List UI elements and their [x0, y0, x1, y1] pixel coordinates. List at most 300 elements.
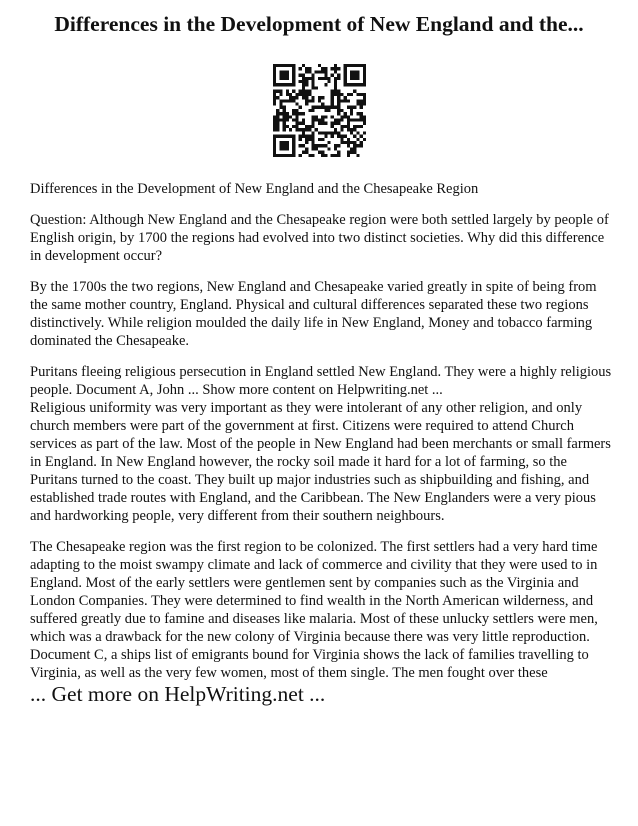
qr-module: [350, 128, 353, 131]
qr-module: [321, 154, 324, 157]
qr-module: [292, 119, 295, 122]
qr-module: [331, 90, 334, 93]
qr-module: [356, 125, 359, 128]
qr-module: [334, 128, 337, 131]
qr-module: [331, 154, 334, 157]
qr-module: [337, 90, 340, 93]
qr-module: [302, 64, 305, 67]
qr-module: [334, 77, 337, 80]
qr-module: [337, 135, 340, 138]
qr-module: [324, 109, 327, 112]
qr-module: [337, 131, 340, 134]
qr-module: [356, 138, 359, 141]
qr-module: [283, 125, 286, 128]
qr-module: [321, 67, 324, 70]
qr-module: [347, 141, 350, 144]
qr-module: [334, 90, 337, 93]
qr-module: [305, 151, 308, 154]
qr-module: [302, 77, 305, 80]
qr-module: [337, 151, 340, 154]
qr-module: [347, 128, 350, 131]
qr-module: [299, 138, 302, 141]
qr-module: [308, 128, 311, 131]
qr-module: [289, 115, 292, 118]
qr-module: [347, 154, 350, 157]
qr-module: [318, 151, 321, 154]
qr-module: [324, 70, 327, 73]
qr-module: [318, 144, 321, 147]
qr-module: [328, 106, 331, 109]
qr-module: [318, 119, 321, 122]
qr-module: [305, 70, 308, 73]
qr-module: [347, 93, 350, 96]
qr-module: [363, 96, 366, 99]
paragraph-subtitle: Differences in the Development of New England and the Chesapeake Region: [30, 181, 479, 197]
qr-module: [279, 119, 282, 122]
qr-module: [347, 122, 350, 125]
qr-module: [337, 106, 340, 109]
qr-module: [311, 138, 314, 141]
qr-module: [347, 115, 350, 118]
qr-module: [276, 90, 279, 93]
qr-module: [276, 128, 279, 131]
paragraph-religious-uniformity: Religious uniformity was very important as they were intolerant of any other religion, and only church members were part of the government at first. Citizens were required to attend Church services as part of the law. Most of the people in New England had been merchants or small farmers in England. In New England however, the rocky soil made it hard for a lot of farming, so the Puritans turned to the coast. They built up major industries such as shipbuilding and fishing, and established trade routes with England, and the Caribbean. The New Englanders were a very pious and hardworking people, very different from their southern neighbours.: [30, 400, 611, 524]
qr-module: [273, 125, 276, 128]
qr-module: [334, 106, 337, 109]
qr-module: [321, 70, 324, 73]
qr-module: [360, 141, 363, 144]
paragraph-intro: By the 1700s the two regions, New England and Chesapeake varied greatly in spite of being from the same mother country, England. Physical and cultural differences separated these two regions distinctively. While religion moulded the daily life in New England, Money and tobacco farming dominated the Chesapeake.: [30, 279, 597, 349]
qr-module: [334, 83, 337, 86]
qr-module: [311, 74, 314, 77]
qr-module: [324, 74, 327, 77]
qr-module: [356, 131, 359, 134]
qr-module: [350, 106, 353, 109]
qr-module: [295, 125, 298, 128]
qr-module: [299, 67, 302, 70]
qr-module: [315, 86, 318, 89]
paragraph-puritans: Puritans fleeing religious persecution in England settled New England. They were a highly religious people. Document A, John ... Show more content on Helpwriting.net ...: [30, 364, 612, 398]
qr-module: [340, 99, 343, 102]
qr-module: [363, 93, 366, 96]
qr-module: [311, 106, 314, 109]
qr-module: [337, 112, 340, 115]
qr-module: [340, 109, 343, 112]
qr-module: [331, 106, 334, 109]
qr-module: [308, 125, 311, 128]
qr-module: [363, 99, 366, 102]
qr-module: [363, 115, 366, 118]
qr-module: [292, 99, 295, 102]
qr-module: [283, 122, 286, 125]
qr-module: [324, 83, 327, 86]
qr-module: [340, 125, 343, 128]
qr-module: [305, 90, 308, 93]
qr-module: [334, 122, 337, 125]
qr-module: [302, 144, 305, 147]
qr-module: [279, 112, 282, 115]
qr-module: [299, 154, 302, 157]
qr-module: [305, 138, 308, 141]
qr-module: [324, 122, 327, 125]
qr-module: [356, 112, 359, 115]
qr-module: [305, 77, 308, 80]
qr-module: [308, 99, 311, 102]
qr-module: [334, 144, 337, 147]
qr-module: [318, 64, 321, 67]
qr-module: [353, 147, 356, 150]
qr-module: [344, 112, 347, 115]
qr-module: [295, 109, 298, 112]
qr-module: [295, 96, 298, 99]
qr-module: [337, 93, 340, 96]
qr-module: [318, 77, 321, 80]
qr-module: [353, 141, 356, 144]
qr-finder-center: [350, 70, 360, 80]
qr-module: [295, 128, 298, 131]
qr-module: [344, 125, 347, 128]
qr-module: [328, 131, 331, 134]
qr-module: [311, 122, 314, 125]
qr-module: [299, 80, 302, 83]
qr-module: [302, 93, 305, 96]
qr-module: [340, 135, 343, 138]
qr-module: [337, 109, 340, 112]
qr-module: [302, 128, 305, 131]
qr-module: [302, 74, 305, 77]
qr-module: [283, 119, 286, 122]
qr-module: [273, 115, 276, 118]
qr-module: [305, 102, 308, 105]
qr-module: [305, 67, 308, 70]
qr-module: [286, 99, 289, 102]
qr-module: [334, 80, 337, 83]
qr-module: [315, 70, 318, 73]
qr-module: [340, 138, 343, 141]
qr-module: [363, 122, 366, 125]
qr-module: [331, 67, 334, 70]
qr-module: [331, 74, 334, 77]
qr-module: [299, 128, 302, 131]
qr-module: [292, 125, 295, 128]
qr-module: [299, 74, 302, 77]
qr-module: [360, 125, 363, 128]
qr-module: [311, 86, 314, 89]
qr-module: [302, 112, 305, 115]
qr-module: [305, 93, 308, 96]
qr-module: [334, 86, 337, 89]
qr-module: [311, 96, 314, 99]
qr-module: [276, 96, 279, 99]
qr-module: [283, 128, 286, 131]
qr-module: [331, 93, 334, 96]
qr-module: [344, 141, 347, 144]
qr-module: [302, 90, 305, 93]
qr-module: [276, 125, 279, 128]
qr-module: [328, 109, 331, 112]
get-more-link-text: ... Get more on HelpWriting.net ...: [30, 682, 326, 706]
qr-module: [283, 115, 286, 118]
qr-module: [279, 99, 282, 102]
qr-finder-center: [279, 141, 289, 151]
qr-module: [302, 151, 305, 154]
qr-module: [311, 77, 314, 80]
qr-module: [363, 102, 366, 105]
qr-module: [318, 99, 321, 102]
qr-module: [360, 135, 363, 138]
qr-module: [347, 106, 350, 109]
qr-module: [340, 93, 343, 96]
qr-module: [334, 70, 337, 73]
qr-module: [360, 144, 363, 147]
qr-module: [286, 112, 289, 115]
qr-module: [311, 83, 314, 86]
document-title: Differences in the Development of New England and the...: [54, 12, 584, 36]
qr-module: [279, 106, 282, 109]
qr-module: [324, 131, 327, 134]
qr-module: [292, 90, 295, 93]
qr-module: [363, 119, 366, 122]
qr-module: [315, 115, 318, 118]
qr-module: [308, 67, 311, 70]
qr-module: [315, 119, 318, 122]
qr-module: [334, 67, 337, 70]
qr-module: [289, 128, 292, 131]
qr-module: [321, 77, 324, 80]
qr-module: [311, 141, 314, 144]
qr-module: [353, 135, 356, 138]
qr-module: [283, 109, 286, 112]
qr-module: [299, 93, 302, 96]
qr-module: [305, 99, 308, 102]
qr-module: [279, 102, 282, 105]
qr-module: [321, 115, 324, 118]
qr-module: [276, 115, 279, 118]
qr-module: [328, 141, 331, 144]
qr-module: [273, 122, 276, 125]
qr-module: [356, 93, 359, 96]
qr-module: [363, 138, 366, 141]
qr-module: [347, 99, 350, 102]
qr-module: [276, 119, 279, 122]
qr-module: [321, 106, 324, 109]
qr-module: [302, 119, 305, 122]
qr-module: [299, 135, 302, 138]
qr-module: [315, 147, 318, 150]
qr-module: [292, 96, 295, 99]
qr-module: [347, 144, 350, 147]
qr-module: [273, 128, 276, 131]
qr-module: [273, 99, 276, 102]
qr-module: [295, 122, 298, 125]
qr-module: [350, 93, 353, 96]
qr-module: [324, 115, 327, 118]
qr-module: [305, 83, 308, 86]
qr-module: [318, 96, 321, 99]
qr-module: [321, 144, 324, 147]
qr-module: [308, 135, 311, 138]
qr-module: [337, 96, 340, 99]
qr-module: [318, 122, 321, 125]
qr-module: [337, 144, 340, 147]
qr-module: [302, 135, 305, 138]
qr-module: [334, 147, 337, 150]
qr-module: [292, 112, 295, 115]
qr-module: [353, 151, 356, 154]
qr-module: [305, 128, 308, 131]
qr-module: [347, 119, 350, 122]
qr-module: [315, 128, 318, 131]
qr-module: [356, 99, 359, 102]
qr-module: [331, 125, 334, 128]
qr-module: [340, 141, 343, 144]
qr-module: [311, 147, 314, 150]
qr-module: [302, 83, 305, 86]
qr-module: [302, 80, 305, 83]
qr-module: [331, 96, 334, 99]
qr-module: [273, 96, 276, 99]
qr-module: [360, 106, 363, 109]
qr-module: [273, 93, 276, 96]
qr-module: [334, 64, 337, 67]
qr-module: [308, 70, 311, 73]
qr-module: [334, 131, 337, 134]
qr-module: [356, 102, 359, 105]
qr-module: [360, 115, 363, 118]
document-body: [30, 180, 612, 695]
qr-module: [295, 102, 298, 105]
qr-module: [340, 115, 343, 118]
qr-module: [337, 77, 340, 80]
qr-module: [360, 102, 363, 105]
qr-module: [276, 122, 279, 125]
qr-module: [334, 93, 337, 96]
qr-finder-center: [279, 70, 289, 80]
qr-module: [347, 138, 350, 141]
qr-module: [334, 119, 337, 122]
paragraph-chesapeake: The Chesapeake region was the first region to be colonized. The first settlers had a very hard time adapting to the moist swampy climate and lack of commerce and civility that they were used to in England. Most of the early settlers were gentlemen sent by companies such as the Virginia and London Companies. They were determined to find wealth in the North American wilderness, and suffered greatly due to famine and diseases like malaria. Most of these unlucky settlers were men, which was a drawback for the new colony of Virginia because there was very little reproduction. Document C, a ships list of emigrants bound for Virginia shows the lack of families travelling to Virginia, as well as the very few women, most of them single. The men fought over these: [30, 539, 598, 681]
qr-module: [318, 131, 321, 134]
qr-module: [311, 80, 314, 83]
qr-module: [308, 138, 311, 141]
qr-module: [315, 144, 318, 147]
qr-module: [347, 151, 350, 154]
qr-module: [337, 67, 340, 70]
qr-module: [324, 144, 327, 147]
qr-module: [363, 131, 366, 134]
qr-module: [356, 119, 359, 122]
qr-module: [305, 96, 308, 99]
qr-module: [344, 135, 347, 138]
qr-module: [353, 90, 356, 93]
qr-module: [305, 125, 308, 128]
qr-module: [344, 99, 347, 102]
qr-module: [299, 112, 302, 115]
qr-module: [331, 99, 334, 102]
qr-module: [305, 80, 308, 83]
qr-module: [311, 125, 314, 128]
qr-module: [295, 119, 298, 122]
qr-module: [337, 119, 340, 122]
qr-module: [353, 106, 356, 109]
qr-module: [324, 77, 327, 80]
qr-module: [286, 93, 289, 96]
qr-module: [286, 90, 289, 93]
qr-module: [337, 154, 340, 157]
qr-module: [283, 112, 286, 115]
qr-module: [286, 115, 289, 118]
qr-module: [283, 99, 286, 102]
qr-module: [353, 125, 356, 128]
qr-module: [324, 154, 327, 157]
qr-module: [321, 138, 324, 141]
qr-module: [331, 135, 334, 138]
qr-module: [289, 96, 292, 99]
qr-module: [350, 109, 353, 112]
qr-module: [321, 122, 324, 125]
qr-module: [273, 90, 276, 93]
qr-module: [311, 144, 314, 147]
qr-module: [321, 119, 324, 122]
qr-module: [353, 144, 356, 147]
qr-module: [308, 77, 311, 80]
qr-module: [286, 125, 289, 128]
qr-module: [331, 102, 334, 105]
qr-module: [311, 109, 314, 112]
qr-module: [360, 99, 363, 102]
qr-module: [279, 93, 282, 96]
qr-module: [324, 135, 327, 138]
qr-module: [334, 154, 337, 157]
qr-module: [350, 151, 353, 154]
qr-module: [353, 119, 356, 122]
qr-module: [328, 80, 331, 83]
qr-module: [350, 112, 353, 115]
qr-module: [295, 112, 298, 115]
qr-module: [311, 154, 314, 157]
qr-module: [331, 122, 334, 125]
qr-module: [286, 119, 289, 122]
qr-module: [356, 144, 359, 147]
qr-module: [318, 70, 321, 73]
qr-module: [337, 122, 340, 125]
qr-module: [302, 122, 305, 125]
qr-module: [299, 90, 302, 93]
qr-module: [350, 119, 353, 122]
qr-module: [360, 93, 363, 96]
qr-module: [276, 109, 279, 112]
qr-module: [331, 131, 334, 134]
qr-module: [311, 115, 314, 118]
qr-module: [353, 128, 356, 131]
qr-module: [337, 99, 340, 102]
qr-module: [344, 96, 347, 99]
qr-module: [350, 147, 353, 150]
qr-module: [305, 141, 308, 144]
qr-module: [340, 128, 343, 131]
qr-module: [318, 138, 321, 141]
qr-module: [315, 106, 318, 109]
qr-module: [283, 106, 286, 109]
qr-module: [299, 144, 302, 147]
qr-module: [337, 74, 340, 77]
qr-module: [347, 125, 350, 128]
qr-module: [328, 147, 331, 150]
paragraph-question: Question: Although New England and the Chesapeake region were both settled largely by people of English origin, by 1700 the regions had evolved into two distinct societies. Why did this difference in development occur?: [30, 212, 609, 264]
qr-module: [308, 154, 311, 157]
qr-module: [305, 147, 308, 150]
qr-module: [276, 112, 279, 115]
